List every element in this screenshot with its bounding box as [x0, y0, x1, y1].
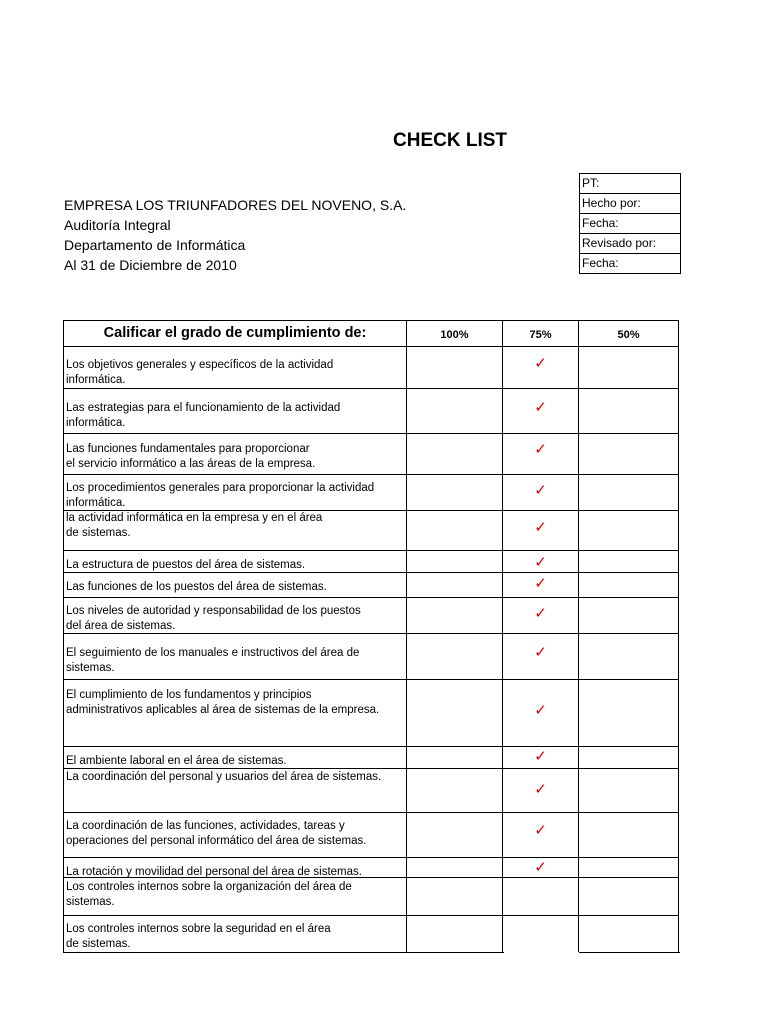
- company-name: EMPRESA LOS TRIUNFADORES DEL NOVENO, S.A.: [64, 197, 407, 213]
- score-cell-100: [407, 346, 503, 388]
- row-label: Los controles internos sobre la organización del área de sistemas.: [66, 881, 352, 908]
- check-mark-icon: ✓: [534, 399, 547, 416]
- score-cell-100: [407, 633, 503, 679]
- score-cell-100: [407, 915, 503, 952]
- meta-box: [579, 173, 681, 274]
- score-cell-75: [503, 857, 579, 877]
- audit-date: Al 31 de Diciembre de 2010: [64, 257, 237, 273]
- score-cell-75: [503, 679, 579, 746]
- row-label-cell: [63, 768, 407, 812]
- score-cell-75: [503, 388, 579, 433]
- score-cell-75: [503, 768, 579, 812]
- table-row: [63, 597, 679, 633]
- column-header-100: 100%: [407, 320, 503, 346]
- meta-date: Fecha:: [580, 214, 680, 234]
- score-cell-50: [579, 857, 679, 877]
- table-row: [63, 510, 679, 550]
- check-mark-icon: ✓: [534, 702, 547, 719]
- table-header-label: Calificar el grado de cumplimiento de:: [63, 320, 407, 346]
- row-label: La estructura de puestos del área de sistemas.: [66, 559, 306, 571]
- row-label: Los controles internos sobre la seguridad en el área de sistemas.: [66, 923, 331, 950]
- score-cell-100: [407, 510, 503, 550]
- row-label: La rotación y movilidad del personal del área de sistemas.: [66, 866, 362, 878]
- score-cell-75: [503, 346, 579, 388]
- check-mark-icon: ✓: [534, 482, 547, 499]
- score-cell-75: [503, 572, 579, 597]
- row-label-cell: [63, 346, 407, 388]
- table-row: [63, 474, 679, 510]
- table-row: [63, 877, 679, 915]
- table-header-row: [63, 320, 679, 346]
- score-cell-75: [503, 633, 579, 679]
- score-cell-100: [407, 597, 503, 633]
- row-label: La coordinación del personal y usuarios del área de sistemas.: [66, 771, 382, 783]
- score-cell-75: [503, 550, 579, 572]
- row-label: Las funciones fundamentales para proporcionar el servicio informático a las áreas de la empresa.: [66, 443, 316, 470]
- table-row: [63, 433, 679, 474]
- score-cell-50: [579, 915, 679, 952]
- meta-reviewed-by: Revisado por:: [580, 234, 680, 254]
- score-cell-75: [503, 746, 579, 768]
- audit-type: Auditoría Integral: [64, 217, 171, 233]
- row-label-cell: [63, 746, 407, 768]
- row-label-cell: [63, 388, 407, 433]
- check-mark-icon: ✓: [534, 554, 547, 571]
- table-row: [63, 550, 679, 572]
- table-row: [63, 768, 679, 812]
- check-mark-icon: ✓: [534, 519, 547, 536]
- department: Departamento de Informática: [64, 237, 246, 253]
- score-cell-100: [407, 572, 503, 597]
- score-cell-75: [503, 915, 579, 952]
- score-cell-75: [503, 812, 579, 857]
- column-header-50: 50%: [579, 320, 679, 346]
- row-label: Los objetivos generales y específicos de la actividad informática.: [66, 359, 334, 386]
- score-cell-50: [579, 474, 679, 510]
- row-label-cell: [63, 597, 407, 633]
- row-label: Los niveles de autoridad y responsabilidad de los puestos del área de sistemas.: [66, 605, 361, 632]
- meta-pt: PT:: [580, 174, 680, 194]
- score-cell-75: [503, 877, 579, 915]
- row-label-cell: [63, 633, 407, 679]
- row-label: El cumplimiento de los fundamentos y principios administrativos aplicables al área de sistemas de la empresa.: [66, 689, 380, 716]
- score-cell-50: [579, 510, 679, 550]
- score-cell-50: [579, 346, 679, 388]
- score-cell-100: [407, 474, 503, 510]
- score-cell-100: [407, 812, 503, 857]
- score-cell-100: [407, 877, 503, 915]
- table-bottom-border: [407, 952, 504, 953]
- meta-review-date: Fecha:: [580, 254, 680, 274]
- row-label-cell: [63, 877, 407, 915]
- row-label-cell: [63, 679, 407, 746]
- meta-made-by: Hecho por:: [580, 194, 680, 214]
- score-cell-50: [579, 597, 679, 633]
- score-cell-50: [579, 746, 679, 768]
- check-mark-icon: ✓: [534, 605, 547, 622]
- check-mark-icon: ✓: [534, 644, 547, 661]
- score-cell-100: [407, 768, 503, 812]
- row-label: Las funciones de los puestos del área de sistemas.: [66, 581, 327, 593]
- column-header-75: 75%: [503, 320, 579, 346]
- row-label-cell: [63, 572, 407, 597]
- table-row: [63, 746, 679, 768]
- row-label-cell: [63, 474, 407, 510]
- score-cell-100: [407, 857, 503, 877]
- score-cell-100: [407, 550, 503, 572]
- score-cell-100: [407, 433, 503, 474]
- table-row: [63, 572, 679, 597]
- check-mark-icon: ✓: [534, 859, 547, 876]
- row-label-cell: [63, 550, 407, 572]
- table-row: [63, 388, 679, 433]
- row-label: Los procedimientos generales para proporcionar la actividad informática.: [66, 482, 375, 509]
- table-row: [63, 633, 679, 679]
- table-bottom-border: [63, 952, 408, 953]
- score-cell-100: [407, 746, 503, 768]
- check-mark-icon: ✓: [534, 441, 547, 458]
- check-mark-icon: ✓: [534, 748, 547, 765]
- row-label: La coordinación de las funciones, actividades, tareas y operaciones del personal informático del área de sistemas.: [66, 820, 367, 847]
- row-label-cell: [63, 433, 407, 474]
- table-row: [63, 812, 679, 857]
- table-row: [63, 915, 679, 952]
- row-label-cell: [63, 915, 407, 952]
- check-mark-icon: ✓: [534, 822, 547, 839]
- row-label: la actividad informática en la empresa y en el área de sistemas.: [66, 512, 323, 539]
- row-label: El ambiente laboral en el área de sistemas.: [66, 755, 287, 767]
- row-label-cell: [63, 857, 407, 877]
- row-label: Las estrategias para el funcionamiento de la actividad informática.: [66, 402, 341, 429]
- table-bottom-border: [579, 952, 680, 953]
- score-cell-75: [503, 597, 579, 633]
- table-row: [63, 346, 679, 388]
- document-title: CHECK LIST: [393, 130, 507, 151]
- score-cell-50: [579, 633, 679, 679]
- score-cell-50: [579, 768, 679, 812]
- row-label: El seguimiento de los manuales e instructivos del área de sistemas.: [66, 647, 360, 674]
- score-cell-100: [407, 679, 503, 746]
- score-cell-50: [579, 877, 679, 915]
- score-cell-75: [503, 510, 579, 550]
- score-cell-50: [579, 679, 679, 746]
- score-cell-50: [579, 572, 679, 597]
- table-row: [63, 679, 679, 746]
- score-cell-100: [407, 388, 503, 433]
- score-cell-50: [579, 812, 679, 857]
- score-cell-75: [503, 433, 579, 474]
- row-label-cell: [63, 510, 407, 550]
- score-cell-50: [579, 550, 679, 572]
- row-label-cell: [63, 812, 407, 857]
- score-cell-50: [579, 388, 679, 433]
- check-mark-icon: ✓: [534, 781, 547, 798]
- score-cell-50: [579, 433, 679, 474]
- table-row: [63, 857, 679, 877]
- check-mark-icon: ✓: [534, 355, 547, 372]
- document-header: [64, 195, 406, 275]
- check-mark-icon: ✓: [534, 575, 547, 592]
- score-cell-75: [503, 474, 579, 510]
